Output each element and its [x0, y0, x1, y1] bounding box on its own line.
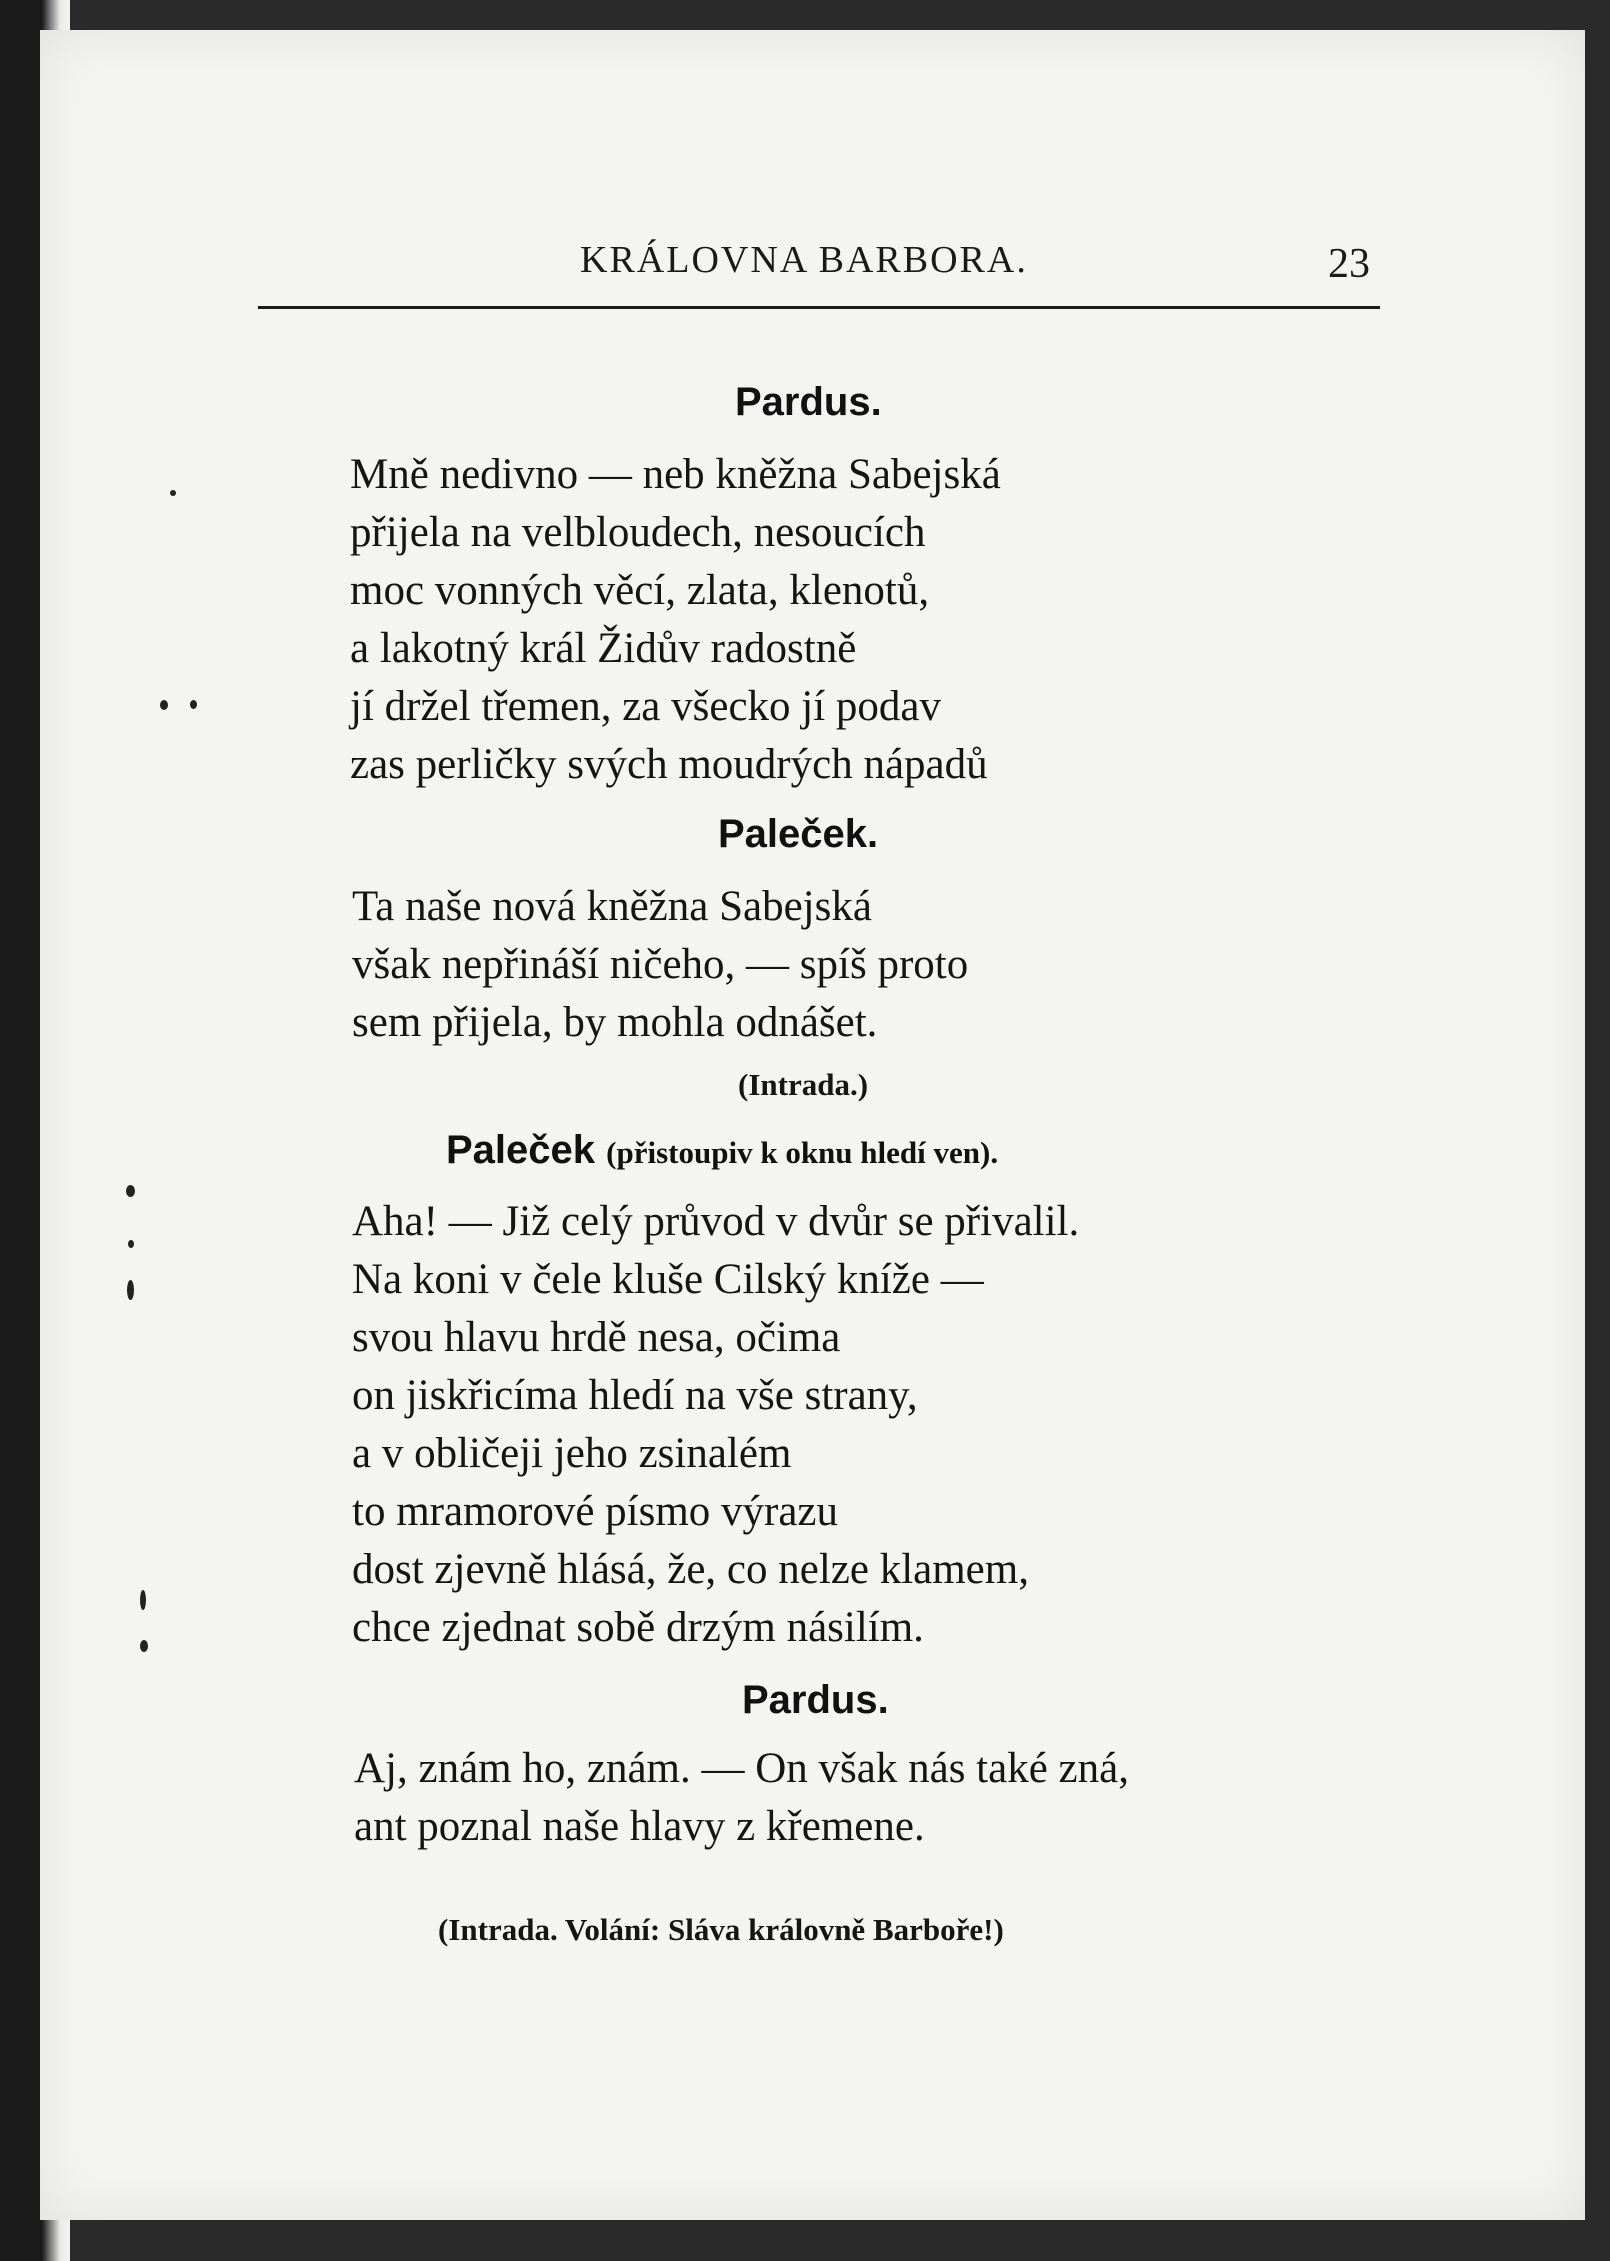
running-head: KRÁLOVNA BARBORA.	[580, 239, 1028, 281]
verse-block	[354, 1740, 1129, 1856]
speaker-name: Paleček.	[718, 812, 879, 856]
verse-line: Mně nedivno — neb kněžna Sabejská	[350, 451, 1001, 498]
verse-line: a v obličeji jeho zsinalém	[352, 1430, 792, 1477]
ink-speck	[126, 1185, 135, 1197]
verse-line: jí držel třemen, za všecko jí podav	[350, 683, 942, 730]
verse-line: chce zjednat sobě drzým násilím.	[352, 1604, 924, 1651]
verse-block	[350, 446, 1001, 794]
verse-line: ant poznal naše hlavy z křemene.	[354, 1803, 925, 1850]
speaker-name: Paleček	[446, 1128, 596, 1172]
verse-line: to mramorové písmo výrazu	[352, 1488, 839, 1535]
speaker-name: Pardus.	[735, 380, 882, 424]
verse-line: on jiskřicíma hledí na vše strany,	[352, 1372, 918, 1419]
verse-line: dost zjevně hlásá, že, co nelze klamem,	[352, 1546, 1029, 1593]
ink-speck	[160, 700, 168, 710]
ink-speck	[140, 1590, 146, 1610]
ink-speck	[128, 1240, 134, 1248]
stage-direction: (Intrada.)	[738, 1067, 869, 1102]
stage-direction: (Intrada. Volání: Sláva královně Barboře!)	[438, 1912, 1004, 1947]
verse-line: Aha! — Již celý průvod v dvůr se přivalil.	[352, 1198, 1080, 1245]
verse-line: Na koni v čele kluše Cilský kníže —	[352, 1256, 984, 1303]
verse-block	[352, 878, 968, 1052]
book-page	[40, 30, 1585, 2220]
verse-line: sem přijela, by mohla odnášet.	[352, 999, 878, 1046]
ink-speck	[127, 1280, 134, 1300]
verse-line: svou hlavu hrdě nesa, očima	[352, 1314, 841, 1361]
verse-line: přijela na velbloudech, nesoucích	[350, 509, 926, 556]
verse-line: zas perličky svých moudrých nápadů	[350, 741, 988, 788]
speaker-name: Pardus.	[742, 1678, 889, 1722]
page-number: 23	[1328, 241, 1370, 287]
header-rule	[258, 306, 1380, 309]
ink-speck	[140, 1640, 148, 1652]
verse-line: moc vonných věcí, zlata, klenotů,	[350, 567, 930, 614]
ink-speck	[190, 700, 197, 709]
verse-line: však nepřináší ničeho, — spíš proto	[352, 941, 969, 988]
verse-line: Ta naše nová kněžna Sabejská	[352, 883, 872, 930]
stage-direction: (přistoupiv k oknu hledí ven).	[606, 1135, 999, 1170]
verse-line: Aj, znám ho, znám. — On však nás také zná,	[354, 1745, 1129, 1792]
speaker-with-note	[446, 1128, 998, 1173]
verse-block	[352, 1193, 1079, 1657]
verse-line: a lakotný král Židův radostně	[350, 625, 857, 672]
ink-speck	[170, 490, 176, 496]
